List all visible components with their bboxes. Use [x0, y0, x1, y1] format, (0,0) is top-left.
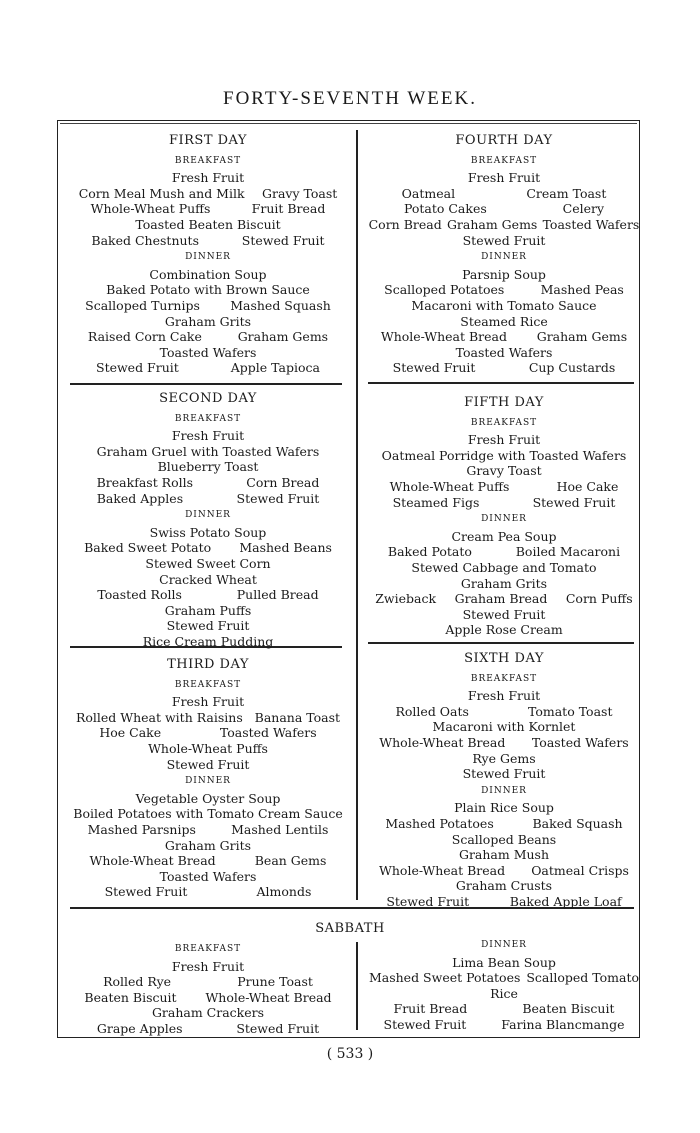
menu-line: [366, 863, 642, 879]
dinner-heading: DINNER: [185, 252, 231, 263]
menu-item: Cup Custards: [528, 360, 616, 376]
menu-line: [70, 587, 346, 603]
menu-item: Toasted Wafers: [159, 868, 257, 884]
menu-line: [70, 838, 346, 854]
menu-item: Mashed Potatoes: [385, 815, 494, 831]
breakfast-heading: BREAKFAST: [470, 673, 538, 684]
menu-line: [366, 201, 642, 217]
menu-item: Whole-Wheat Bread: [89, 853, 216, 869]
menu-item: Gravy Toast: [261, 185, 338, 201]
menu-item: Oatmeal: [401, 185, 456, 201]
menu-line: [70, 345, 346, 361]
menu-item: Graham Mush: [458, 847, 550, 863]
menu-item: Rolled Rye: [103, 974, 172, 990]
menu-item: Whole-Wheat Puffs: [148, 740, 268, 756]
menu-line: [70, 556, 346, 572]
menu-item: Fresh Fruit: [171, 958, 245, 974]
menu-item: Oatmeal Porridge with Toasted Wafers: [381, 447, 627, 463]
menu-line: [366, 217, 642, 233]
menu-line: [366, 282, 642, 298]
menu-item: Plain Rice Soup: [454, 800, 554, 816]
menu-item: Toasted Rolls: [97, 587, 182, 603]
menu-item: Gravy Toast: [466, 463, 542, 479]
dinner-heading: DINNER: [481, 940, 527, 950]
menu-item: Corn Bread: [368, 216, 442, 232]
menu-item: Steamed Figs: [392, 494, 480, 510]
menu-line: [70, 741, 346, 757]
menu-item: Graham Crackers: [151, 1005, 265, 1021]
menu-item: Graham Grits: [460, 575, 548, 591]
menu-item: Cream Pea Soup: [451, 528, 557, 544]
menu-line: [70, 186, 346, 202]
menu-line: [366, 479, 642, 495]
menu-line: [366, 847, 642, 863]
menu-line: [70, 475, 346, 491]
menu-item: Fresh Fruit: [467, 688, 541, 704]
divider-left-1: [70, 383, 342, 385]
menu-item: Stewed Fruit: [386, 893, 470, 909]
breakfast-heading: BREAKFAST: [470, 417, 538, 428]
menu-line: [366, 529, 642, 545]
menu-item: Apple Tapioca: [230, 360, 320, 376]
sabbath-title: SABBATH: [315, 921, 385, 936]
menu-line: [366, 345, 642, 361]
menu-item: Fruit Bread: [393, 1001, 468, 1017]
menu-item: Banana Toast: [254, 709, 341, 725]
menu-line: [70, 572, 346, 588]
menu-item: Toasted Wafers: [531, 734, 629, 750]
menu-item: Celery: [562, 201, 605, 217]
menu-line: [366, 955, 642, 971]
menu-item: Swiss Potato Soup: [149, 524, 267, 540]
menu-line: [366, 735, 642, 751]
menu-item: Whole-Wheat Puffs: [389, 478, 510, 494]
menu-line: [366, 314, 642, 330]
menu-item: Macaroni with Kornlet: [432, 719, 576, 735]
menu-item: Stewed Fruit: [236, 490, 320, 506]
menu-item: Boiled Macaroni: [515, 544, 621, 560]
menu-item: Whole-Wheat Bread: [379, 734, 506, 750]
menu-item: Graham Bread: [454, 591, 548, 607]
menu-item: Bean Gems: [254, 853, 327, 869]
menu-item: Tomato Toast: [527, 703, 613, 719]
sabbath-dinner: [366, 936, 642, 1033]
menu-item: Zwieback: [375, 591, 437, 607]
menu-line: [70, 990, 346, 1006]
menu-item: Blueberry Toast: [157, 459, 259, 475]
menu-line: [70, 884, 346, 900]
menu-item: Baked Chestnuts: [91, 232, 199, 248]
menu-item: Baked Potato with Brown Sauce: [106, 282, 310, 298]
menu-item: Scalloped Beans: [451, 831, 557, 847]
menu-item: Mashed Peas: [540, 282, 624, 298]
menu-line: [366, 800, 642, 816]
menu-line: [70, 1005, 346, 1021]
menu-item: Toasted Wafers: [159, 344, 257, 360]
menu-item: Graham Gruel with Toasted Wafers: [96, 443, 320, 459]
menu-item: Graham Grits: [164, 313, 252, 329]
menu-line: [70, 710, 346, 726]
menu-item: Fresh Fruit: [171, 170, 245, 186]
menu-item: Whole-Wheat Puffs: [90, 201, 211, 217]
menu-line: [70, 869, 346, 885]
menu-item: Scalloped Potatoes: [384, 282, 505, 298]
menu-item: Stewed Fruit: [462, 766, 546, 782]
menu-item: Graham Gems: [536, 329, 628, 345]
menu-line: [366, 298, 642, 314]
menu-item: Graham Grits: [164, 837, 252, 853]
menu-item: Graham Gems: [446, 216, 538, 232]
menu-line: [70, 634, 346, 650]
breakfast-heading: BREAKFAST: [174, 413, 242, 424]
menu-item: Scalloped Tomato: [526, 970, 640, 986]
menu-line: [70, 806, 346, 822]
menu-line: [70, 491, 346, 507]
menu-item: Stewed Fruit: [241, 232, 325, 248]
menu-line: [70, 298, 346, 314]
menu-item: Fresh Fruit: [467, 170, 541, 186]
menu-item: Oatmeal Crisps: [531, 862, 629, 878]
menu-item: Mashed Beans: [239, 540, 332, 556]
breakfast-heading: BREAKFAST: [470, 155, 538, 166]
menu-item: Toasted Wafers: [219, 725, 317, 741]
menu-item: Baked Apple Loaf: [509, 893, 622, 909]
frame-inner-rule: [60, 123, 637, 124]
menu-line: [366, 170, 642, 186]
menu-line: [366, 816, 642, 832]
menu-line: [70, 444, 346, 460]
menu-item: Rice Cream Pudding: [142, 633, 274, 649]
menu-line: [366, 576, 642, 592]
menu-item: Graham Puffs: [164, 602, 252, 618]
breakfast-heading: BREAKFAST: [174, 944, 242, 954]
menu-line: [366, 1017, 642, 1033]
menu-line: [70, 959, 346, 975]
menu-line: [70, 791, 346, 807]
menu-line: [70, 618, 346, 634]
day-title: THIRD DAY: [167, 657, 249, 672]
menu-line: [70, 603, 346, 619]
day-block-fourth: [366, 133, 642, 376]
day-block-first: [70, 133, 346, 376]
menu-item: Cracked Wheat: [159, 571, 257, 587]
day-title: SIXTH DAY: [464, 651, 544, 666]
menu-item: Stewed Fruit: [462, 606, 546, 622]
menu-line: [70, 757, 346, 773]
menu-item: Corn Meal Mush and Milk: [78, 185, 245, 201]
menu-item: Stewed Fruit: [462, 232, 546, 248]
menu-line: [366, 751, 642, 767]
menu-item: Mashed Sweet Potatoes: [368, 970, 521, 986]
menu-item: Parsnip Soup: [462, 266, 546, 282]
menu-line: [70, 822, 346, 838]
day-block-fifth: [366, 395, 642, 638]
menu-item: Lima Bean Soup: [452, 954, 556, 970]
menu-item: Macaroni with Tomato Sauce: [411, 297, 597, 313]
menu-item: Whole-Wheat Bread: [380, 329, 507, 345]
menu-item: Mashed Parsnips: [87, 821, 196, 837]
menu-line: [70, 853, 346, 869]
menu-item: Combination Soup: [149, 266, 267, 282]
menu-line: [366, 432, 642, 448]
sabbath-breakfast: [70, 940, 346, 1037]
menu-item: Baked Sweet Potato: [84, 540, 212, 556]
menu-line: [366, 878, 642, 894]
menu-line: [70, 428, 346, 444]
menu-line: [366, 360, 642, 376]
page-title: FORTY-SEVENTH WEEK.: [223, 88, 477, 109]
menu-line: [70, 974, 346, 990]
divider-right-1: [368, 382, 634, 384]
menu-line: [366, 622, 642, 638]
menu-item: Mashed Lentils: [231, 821, 329, 837]
sabbath-column-divider: [356, 942, 358, 1030]
menu-item: Baked Potato: [387, 544, 472, 560]
dinner-heading: DINNER: [481, 514, 527, 525]
menu-item: Fresh Fruit: [171, 428, 245, 444]
menu-item: Stewed Sweet Corn: [145, 555, 271, 571]
menu-item: Apple Rose Cream: [445, 622, 563, 638]
menu-item: Beaten Biscuit: [84, 989, 177, 1005]
day-block-second: [70, 391, 346, 650]
column-divider: [356, 130, 358, 900]
menu-item: Farina Blancmange: [501, 1016, 625, 1032]
menu-line: [366, 986, 642, 1002]
menu-item: Cream Toast: [526, 185, 607, 201]
day-block-third: [70, 657, 346, 900]
dinner-heading: DINNER: [185, 510, 231, 521]
menu-item: Stewed Cabbage and Tomato: [411, 559, 597, 575]
day-block-sixth: [366, 651, 642, 910]
dinner-heading: DINNER: [185, 776, 231, 787]
menu-item: Hoe Cake: [99, 725, 162, 741]
menu-line: [366, 1001, 642, 1017]
menu-line: [70, 459, 346, 475]
menu-item: Boiled Potatoes with Tomato Cream Sauce: [73, 806, 343, 822]
menu-line: [366, 894, 642, 910]
menu-line: [70, 233, 346, 249]
menu-item: Raised Corn Cake: [87, 329, 202, 345]
menu-item: Stewed Fruit: [532, 494, 616, 510]
menu-item: Rolled Wheat with Raisins: [75, 709, 243, 725]
menu-item: Graham Gems: [237, 329, 329, 345]
menu-item: Fruit Bread: [251, 201, 326, 217]
menu-line: [366, 832, 642, 848]
page-number: ( 533 ): [326, 1046, 374, 1062]
menu-line: [366, 463, 642, 479]
day-title: SECOND DAY: [159, 391, 257, 406]
menu-item: Beaten Biscuit: [522, 1001, 615, 1017]
menu-line: [366, 329, 642, 345]
menu-line: [70, 329, 346, 345]
menu-item: Baked Squash: [532, 815, 623, 831]
menu-item: Whole-Wheat Bread: [205, 989, 332, 1005]
menu-item: Stewed Fruit: [383, 1016, 467, 1032]
menu-item: Almonds: [256, 884, 312, 900]
menu-item: Pulled Bread: [236, 587, 319, 603]
menu-line: [70, 282, 346, 298]
menu-line: [366, 704, 642, 720]
menu-item: Hoe Cake: [556, 478, 619, 494]
menu-line: [70, 201, 346, 217]
menu-line: [70, 217, 346, 233]
dinner-heading: DINNER: [481, 785, 527, 796]
menu-line: [70, 1021, 346, 1037]
menu-line: [70, 360, 346, 376]
menu-item: Whole-Wheat Bread: [379, 862, 506, 878]
menu-item: Toasted Wafers: [455, 344, 553, 360]
menu-line: [70, 170, 346, 186]
menu-item: Corn Bread: [246, 474, 320, 490]
menu-line: [366, 186, 642, 202]
menu-line: [70, 694, 346, 710]
menu-item: Stewed Fruit: [96, 360, 179, 376]
menu-item: Fresh Fruit: [467, 432, 541, 448]
menu-line: [366, 560, 642, 576]
menu-item: Steamed Rice: [460, 313, 548, 329]
menu-line: [366, 544, 642, 560]
menu-item: Breakfast Rolls: [96, 474, 194, 490]
menu-line: [366, 607, 642, 623]
menu-item: Prune Toast: [237, 974, 313, 990]
menu-item: Stewed Fruit: [166, 618, 250, 634]
menu-item: Fresh Fruit: [171, 694, 245, 710]
menu-line: [366, 688, 642, 704]
menu-item: Stewed Fruit: [236, 1020, 320, 1036]
menu-item: Grape Apples: [96, 1020, 183, 1036]
day-title: FOURTH DAY: [455, 133, 553, 148]
divider-right-2: [368, 642, 634, 644]
menu-item: Stewed Fruit: [166, 756, 250, 772]
menu-line: [70, 725, 346, 741]
menu-item: Potato Cakes: [403, 201, 487, 217]
breakfast-heading: BREAKFAST: [174, 155, 242, 166]
menu-line: [70, 525, 346, 541]
menu-item: Stewed Fruit: [104, 884, 188, 900]
menu-item: Baked Apples: [96, 490, 184, 506]
menu-item: Toasted Beaten Biscuit: [135, 216, 281, 232]
menu-line: [366, 233, 642, 249]
menu-line: [70, 314, 346, 330]
menu-line: [70, 267, 346, 283]
menu-item: Rice: [490, 985, 518, 1001]
menu-line: [366, 719, 642, 735]
dinner-heading: DINNER: [481, 252, 527, 263]
menu-item: Stewed Fruit: [392, 360, 476, 376]
menu-line: [366, 766, 642, 782]
day-title: FIRST DAY: [168, 133, 248, 148]
menu-item: Rolled Oats: [395, 703, 469, 719]
menu-item: Toasted Wafers: [542, 216, 640, 232]
menu-line: [70, 540, 346, 556]
menu-line: [366, 267, 642, 283]
menu-line: [366, 591, 642, 607]
breakfast-heading: BREAKFAST: [174, 679, 242, 690]
menu-item: Corn Puffs: [565, 591, 633, 607]
menu-line: [366, 448, 642, 464]
menu-item: Scalloped Turnips: [85, 297, 200, 313]
menu-line: [366, 970, 642, 986]
menu-item: Vegetable Oyster Soup: [135, 790, 281, 806]
menu-item: Mashed Squash: [230, 297, 331, 313]
day-title: FIFTH DAY: [464, 395, 544, 410]
menu-line: [366, 495, 642, 511]
menu-item: Graham Crusts: [455, 878, 553, 894]
menu-item: Rye Gems: [472, 750, 536, 766]
